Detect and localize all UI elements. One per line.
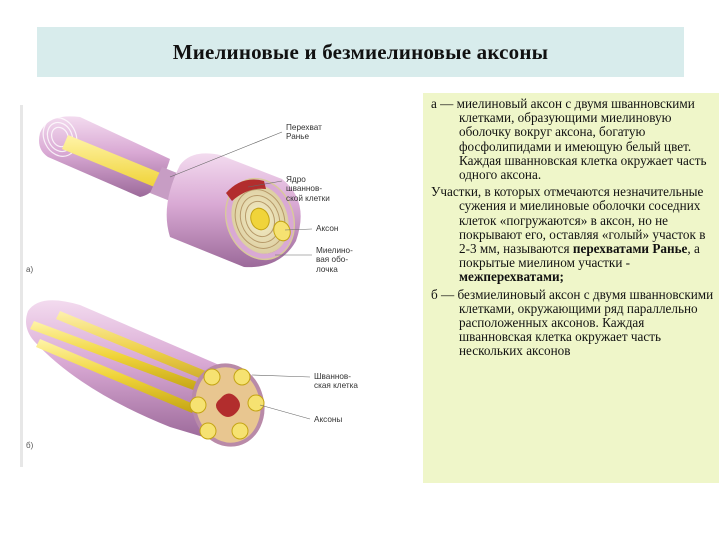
description-nodes <box>431 185 715 284</box>
panel-a-mark: а) <box>26 265 34 274</box>
term-nodes-of-ranvier: перехватами Ранье <box>572 241 688 257</box>
label-schwann-nucleus: Ядро шваннов- ской клетки <box>286 175 330 203</box>
description-myelinated: а — миелиновый аксон с двумя шванновскими клетками, образующими миелиновую оболочку вокруг аксона, богатую фосфолипидами и имеющую белый цвет. Каждая шванновская клетка окружает часть одного аксона. <box>431 96 707 183</box>
label-node-of-ranvier: Перехват Ранье <box>286 123 322 142</box>
label-schwann-cell: Шваннов- ская клетка <box>314 372 358 391</box>
term-internodes: межперехватами; <box>459 269 564 285</box>
figure-edge <box>20 105 23 467</box>
nodes-text-middle: , а покрытые миелином участки - <box>459 241 700 271</box>
label-axons: Аксоны <box>314 415 343 424</box>
unmyelinated-axon <box>26 300 310 452</box>
myelinated-axon <box>37 112 312 270</box>
page-title: Миелиновые и безмиелиновые аксоны <box>172 39 549 64</box>
title-banner <box>37 27 684 77</box>
axon-diagram <box>20 105 425 467</box>
label-axon: Аксон <box>316 224 339 233</box>
axon-illustration <box>20 105 425 467</box>
description-unmyelinated: б — безмиелиновый аксон с двумя шванновскими клетками, окружающими ряд параллельно расположенных аксонов. Каждая шванновская клетка окружает часть нескольких аксонов <box>431 286 714 359</box>
description-panel <box>423 93 719 483</box>
label-myelin-sheath: Миелино- вая обо- лочка <box>316 246 353 274</box>
panel-b-mark: б) <box>26 441 34 450</box>
nodes-text-start: Участки, в которых отмечаются незначительные сужения и миелиновые оболочки соседних клеток «погружаются» в аксон, но не покрывают его, оставляя «голый» участок в 2-3 мм, называются <box>431 184 706 257</box>
